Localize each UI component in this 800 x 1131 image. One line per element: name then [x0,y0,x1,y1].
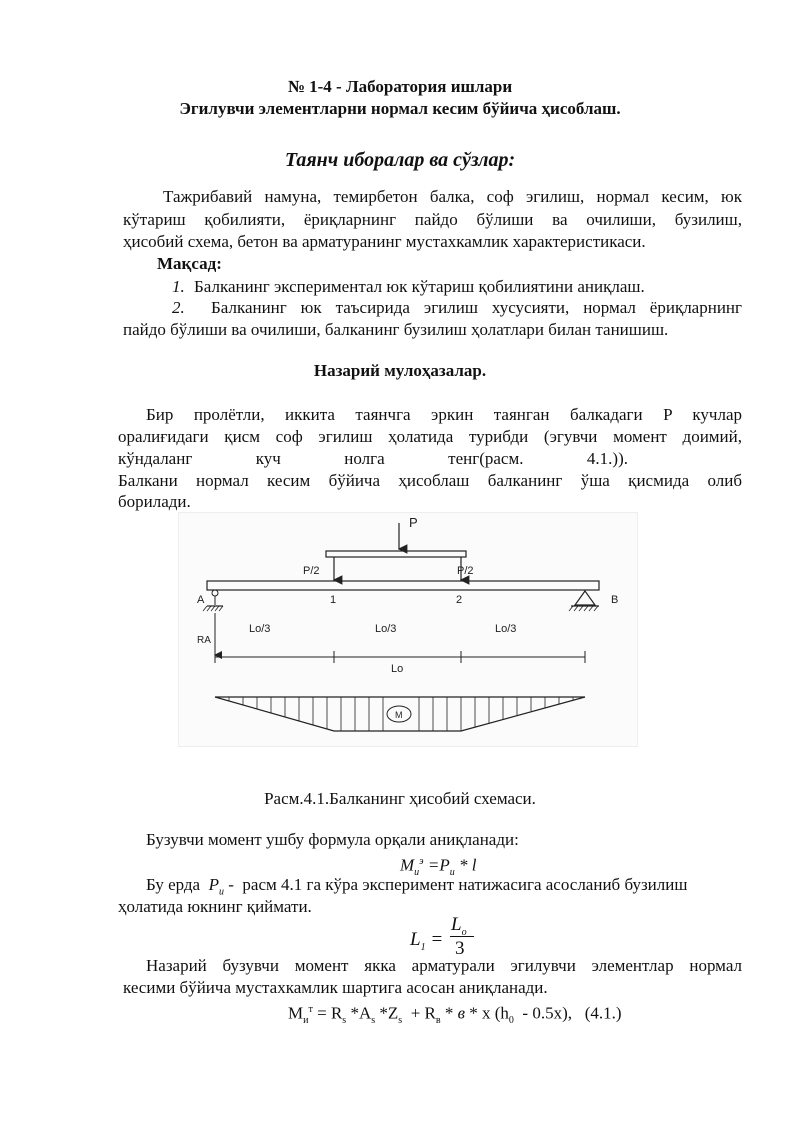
support-b-label: B [611,594,619,606]
theory-p1-line-1: Бир пролётли, иккита таянчга эркин таянган балкадаги P кучлар [146,405,742,424]
load-label: P [409,515,418,530]
theory-p2-line-1: Балкани нормал кесим бўйича ҳисоблаш балканинг ўша қисмида олиб [118,471,742,490]
goal-label: Мақсад: [157,254,222,273]
point-2-label: 2 [456,594,463,606]
half-load-right: P/2 [457,565,474,577]
figure-caption: Расм.4.1.Балканинг ҳисобий схемаси. [264,789,536,808]
span-right-label: Lo/3 [495,623,517,635]
keywords-line-2: кўтариш қобилияти, ёриқларнинг пайдо бўлиши ва очилиши, бузилиш, [123,210,742,229]
theory-moment-line-2: кесими бўйича мустахкамлик шартига асосан аниқланади. [123,978,548,997]
theory-p1-line-2: оралиғидаги қисм соф эгилиш ҳолатида турибди (эгувчи момент доимий, [118,427,742,446]
half-load-left: P/2 [303,565,320,577]
span-left-label: Lo/3 [249,623,271,635]
beam-diagram [178,512,638,747]
support-b-triangle [575,591,595,605]
formula-2: $M_и^т = R_s$ $*A_s$ $*Z_s + R_в * в * x$ $(h_0 - 0.5x)$, (4.1.) [288,1003,622,1027]
topic-title: Эгилувчи элементларни нормал кесим бўйича ҳисоблаш. [179,99,621,118]
goal-item-2-line-1: Балканинг юк таъсирида эгилиш хусусияти, нормал ёриқларнинг [211,298,742,317]
here-line-2: ҳолатида юкнинг қиймати. [118,897,312,916]
reaction-label: RA [197,635,211,646]
goal-item-2-line-2: пайдо бўлиши ва очилиши, балканинг бузилиш ҳолатлари билан танишиш. [123,320,669,339]
formula-1: $M_и^э =P_и * l$ [400,855,477,879]
here-line-1: Бу ерда $P_и$ - расм 4.1 га кўра эксперимент натижасига асосланиб бузилиш [146,875,688,898]
theory-heading: Назарий мулоҳазалар. [313,361,487,380]
theory-p1-line-3: кўндаланг куч нолга тенг(расм. 4.1.)). [118,449,628,468]
theory-p2-line-2: борилади. [118,492,191,511]
lab-title: № 1-4 - Лаборатория ишлари [287,77,513,96]
keywords-line-3: ҳисобий схема, бетон ва арматуранинг мустахкамлик характеристикаси. [123,232,646,251]
keywords-heading: Таянч иборалар ва сўзлар: [284,149,516,171]
support-a-pin [212,590,218,596]
goal-item-1-number: 1. [172,277,185,296]
main-beam [207,581,599,590]
span-total-label: Lo [391,663,404,675]
goal-item-1-text: Балканинг экспериментал юк кўтариш қобилиятини аниқлаш. [194,277,645,296]
distribution-beam [326,551,466,557]
support-a-label: A [197,594,205,606]
keywords-line-1: Тажрибавий намуна, темирбетон балка, соф эгилиш, нормал кесим, юк [163,187,742,206]
formula-intro: Бузувчи момент ушбу формула орқали аниқланади: [146,830,519,849]
theory-moment-line-1: Назарий бузувчи момент якка арматурали эгилувчи элементлар нормал [146,956,742,975]
goal-item-2-number: 2. [172,298,185,317]
moment-label: M [395,710,403,720]
point-1-label: 1 [330,594,337,606]
span-middle-label: Lo/3 [375,623,397,635]
